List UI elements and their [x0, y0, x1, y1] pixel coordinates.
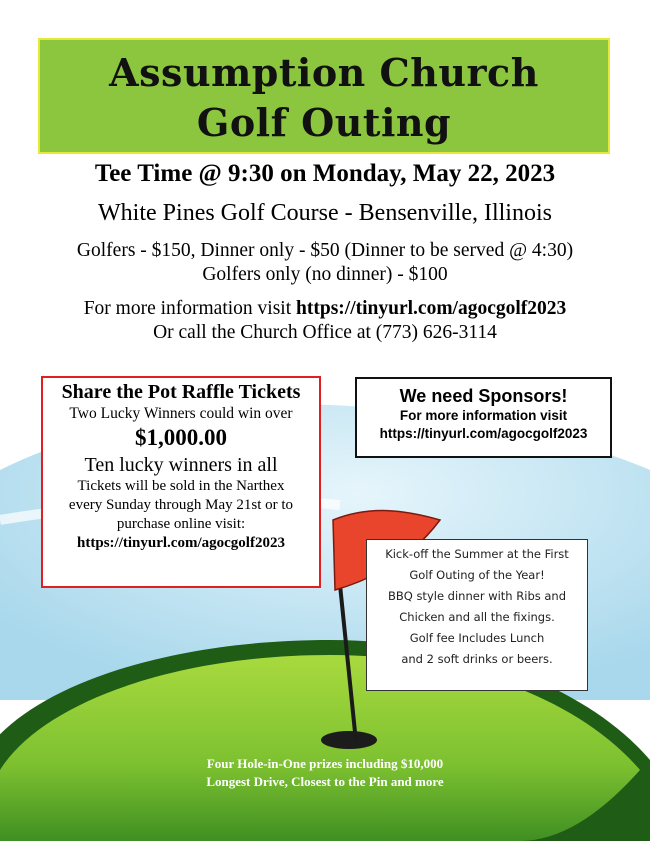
raffle-amount: $1,000.00: [135, 425, 227, 450]
raffle-desc-1: Tickets will be sold in the Narthex: [77, 478, 285, 494]
info-url-link[interactable]: https://tinyurl.com/agocgolf2023: [296, 298, 567, 319]
raffle-title: Share the Pot Raffle Tickets: [61, 381, 301, 403]
raffle-desc-3: purchase online visit:: [116, 516, 246, 532]
raffle-ten-winners: Ten lucky winners in all: [84, 454, 278, 476]
raffle-desc-2: every Sunday through May 21st or to: [68, 497, 294, 513]
kickoff-line-3: BBQ style dinner with Ribs and: [387, 589, 567, 603]
course-location: White Pines Golf Course - Bensenville, Illinois: [98, 200, 552, 226]
title-line-2: Golf Outing: [196, 100, 452, 145]
info-prefix: For more information visit: [83, 298, 297, 319]
title-line-1: Assumption Church: [109, 50, 539, 95]
sponsor-info: For more information visit: [399, 408, 568, 423]
raffle-subtitle: Two Lucky Winners could win over: [69, 405, 293, 422]
prizes: [0, 755, 650, 791]
info-call: Or call the Church Office at (773) 626-3114: [153, 322, 497, 343]
sponsor-title: We need Sponsors!: [399, 386, 568, 406]
sponsor-box: [355, 377, 612, 458]
kickoff-line-1: Kick-off the Summer at the First: [385, 547, 569, 561]
prices-line-2: Golfers only (no dinner) - $100: [202, 264, 448, 285]
raffle-box: [41, 376, 321, 588]
kickoff-line-5: Golf fee Includes Lunch: [409, 631, 545, 645]
prices-line-1: Golfers - $150, Dinner only - $50 (Dinner to be served @ 4:30): [76, 240, 574, 261]
more-info: [0, 297, 650, 345]
title-banner: [38, 38, 610, 154]
prizes-line-2: Longest Drive, Closest to the Pin and more: [206, 774, 444, 789]
info-line-1: [0, 297, 650, 321]
prizes-line-1: Four Hole-in-One prizes including $10,000: [206, 756, 444, 771]
raffle-url-link[interactable]: https://tinyurl.com/agocgolf2023: [77, 535, 285, 551]
prices: [0, 239, 650, 287]
cup-hole: [321, 731, 377, 749]
sponsor-url-link[interactable]: https://tinyurl.com/agocgolf2023: [379, 426, 588, 441]
kickoff-box: [366, 539, 588, 691]
kickoff-line-2: Golf Outing of the Year!: [409, 568, 545, 582]
tee-time: Tee Time @ 9:30 on Monday, May 22, 2023: [94, 160, 556, 187]
kickoff-line-6: and 2 soft drinks or beers.: [401, 652, 553, 666]
kickoff-line-4: Chicken and all the fixings.: [399, 610, 555, 624]
